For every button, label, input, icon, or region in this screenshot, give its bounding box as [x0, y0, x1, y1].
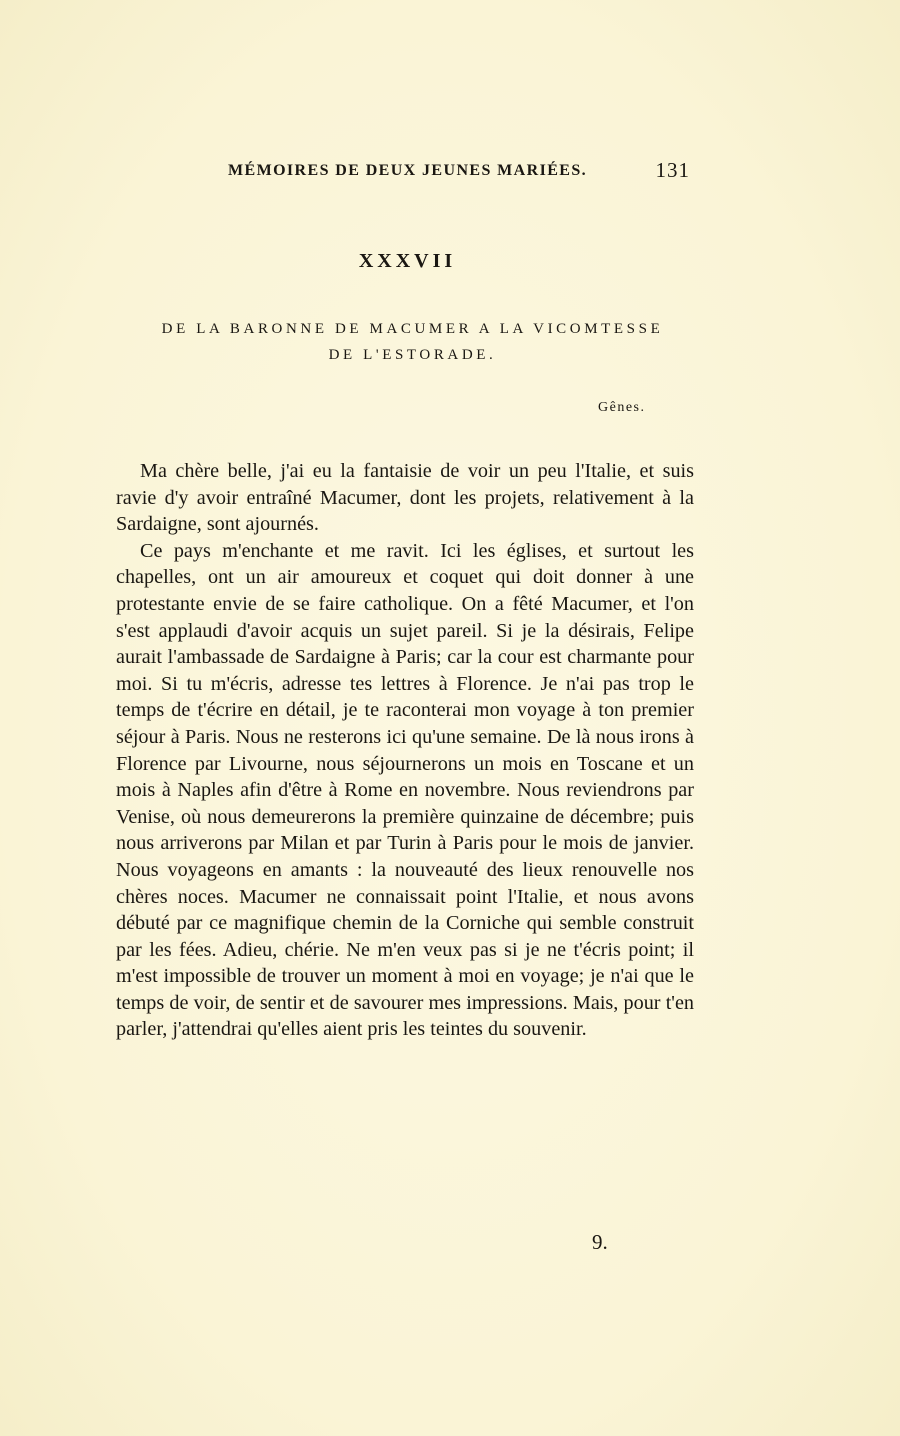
page-number: 131	[655, 158, 690, 182]
running-title: MÉMOIRES DE DEUX JEUNES MARIÉES.	[228, 162, 588, 179]
letter-body	[116, 458, 694, 1043]
paragraph-1: Ma chère belle, j'ai eu la fantaisie de voir un peu l'Italie, et suis ravie d'y avoir entraîné Macumer, dont les projets, relativement à la Sardaigne, sont ajournés.	[116, 460, 694, 536]
letter-heading	[145, 316, 680, 368]
signature-mark: 9.	[592, 1230, 608, 1254]
letter-heading-line-1: DE LA BARONNE DE MACUMER A LA VICOMTESSE	[161, 321, 664, 337]
running-head	[220, 158, 690, 188]
paragraph-2: Ce pays m'enchante et me ravit. Ici les églises, et surtout les chapelles, ont un air amoureux et coquet qui doit donner à une protestante envie de se faire catholique. On a fêté Macumer, et l'on s'est applaudi d'avoir acquis un sujet pareil. Si je la désirais, Felipe aurait l'ambassade de Sardaigne à Paris; car la cour est charmante pour moi. Si tu m'écris, adresse tes lettres à Florence. Je n'ai pas trop le temps de t'écrire en détail, je te raconterai mon voyage à ton premier séjour à Paris. Nous ne resterons ici qu'une semaine. De là nous irons à Florence par Livourne, nous séjournerons un mois en Toscane et un mois à Naples afin d'être à Rome en novembre. Nous reviendrons par Venise, où nous demeurerons la première quinzaine de décembre; puis nous arriverons par Milan et par Turin à Paris pour le mois de janvier. Nous voyageons en amants : la nouveauté des lieux renouvelle nos chères noces. Macumer ne connaissait point l'Italie, et nous avons débuté par ce magnifique chemin de la Corniche qui semble construit par les fées. Adieu, chérie. Ne m'en veux pas si je ne t'écris point; il m'est impossible de trouver un moment à moi en voyage; je n'ai que le temps de voir, de sentir et de savourer mes impressions. Mais, pour t'en parler, j'attendrai qu'elles aient pris les teintes du souvenir.	[116, 539, 694, 1041]
chapter-number: XXXVII	[358, 250, 457, 272]
letter-heading-line-2: DE L'ESTORADE.	[328, 347, 497, 363]
letter-place: Gênes.	[598, 400, 646, 415]
